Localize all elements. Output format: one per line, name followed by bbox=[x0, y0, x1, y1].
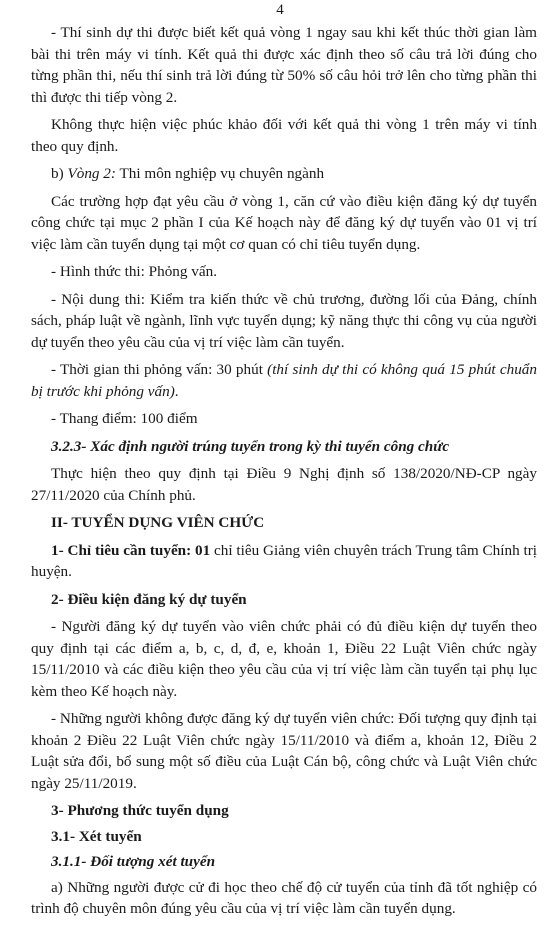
section-heading-ii: II- TUYỂN DỤNG VIÊN CHỨC bbox=[51, 514, 265, 531]
vong2-rest: Thi môn nghiệp vụ chuyên ngành bbox=[115, 165, 325, 182]
paragraph-registration-conditions: - Người đăng ký dự tuyển vào viên chức phải có đủ điều kiện dự tuyển theo quy định tại các điểm a, b, c, d, đ, e, khoản 1, Điều 22 Luật Viên chức ngày 15/11/2010 và các điều kiện theo yêu cầu của vị trí việc làm cần tuyển tại phụ lục kèm theo Kế hoạch này. bbox=[31, 618, 537, 700]
section-heading-3-1-1: 3.1.1- Đối tượng xét tuyển bbox=[51, 853, 216, 870]
vong2-prefix: b) bbox=[51, 165, 68, 182]
paragraph-vong2-eligibility: Các trường hợp đạt yêu cầu ở vòng 1, căn cứ vào điều kiện đăng ký dự tuyển công chức tại mục 2 phần I của Kế hoạch này để đăng ký dự tuyển vào 01 vị trí việc làm cần tuyển dụng tại một cơ quan có chỉ tiêu tuyển dụng. bbox=[31, 192, 537, 253]
section-heading-2: 2- Điều kiện đăng ký dự tuyển bbox=[51, 590, 247, 608]
section-heading-3-1: 3.1- Xét tuyển bbox=[51, 827, 142, 845]
duration-rest: . bbox=[174, 382, 179, 400]
paragraph-exam-duration bbox=[31, 359, 537, 402]
quota-rest: chỉ tiêu Giảng viên chuyên trách Trung tâm Chính trị huyện. bbox=[31, 541, 537, 580]
paragraph-decree-reference: Thực hiện theo quy định tại Điều 9 Nghị định số 138/2020/NĐ-CP ngày 27/11/2020 của Chính phủ. bbox=[31, 465, 537, 504]
paragraph-vong1-result: - Thí sinh dự thi được biết kết quả vòng 1 ngay sau khi kết thúc thời gian làm bài thi trên máy vi tính. Kết quả thi được xác định theo số câu trả lời đúng cho từng phần thi, nếu thí sinh trả lời đúng từ 50% số câu hỏi trở lên cho từng phần thi thì được thi tiếp vòng 2. bbox=[31, 24, 537, 106]
duration-note: (thí sinh dự thi có không quá 15 phút chuẩn bị trước khi phỏng vấn) bbox=[31, 361, 537, 400]
paragraph-ineligible: - Những người không được đăng ký dự tuyển viên chức: Đối tượng quy định tại khoản 2 Điều 22 Luật Viên chức ngày 15/11/2010 và điểm a, khoản 12, Điều 2 Luật sửa đổi, bổ sung một số điều của Luật Cán bộ, công chức và Luật Viên chức ngày 25/11/2019. bbox=[31, 710, 537, 792]
paragraph-no-review: Không thực hiện việc phúc khảo đối với kết quả thi vòng 1 trên máy vi tính theo quy định. bbox=[31, 116, 537, 155]
document-body bbox=[31, 22, 537, 926]
quota-label: 1- Chỉ tiêu cần tuyển: 01 bbox=[51, 541, 211, 559]
vong2-label: Vòng 2: bbox=[67, 165, 116, 182]
paragraph-score-scale: - Thang điểm: 100 điểm bbox=[51, 410, 198, 427]
section-heading-3: 3- Phương thức tuyển dụng bbox=[51, 802, 229, 819]
paragraph-quota bbox=[31, 540, 537, 583]
section-heading-3-2-3: 3.2.3- Xác định người trúng tuyển trong kỳ thi tuyển công chức bbox=[51, 437, 450, 455]
paragraph-exam-content: - Nội dung thi: Kiểm tra kiến thức về chủ trương, đường lối của Đảng, chính sách, pháp luật về ngành, lĩnh vực tuyển dụng; kỹ năng thực thi công vụ của người dự tuyển theo yêu cầu của vị trí việc làm cần tuyển. bbox=[31, 290, 537, 351]
duration-prefix: - Thời gian thi phỏng vấn: 30 phút bbox=[51, 361, 268, 378]
paragraph-vong2-heading bbox=[31, 163, 537, 185]
page-number: 4 bbox=[276, 2, 284, 18]
paragraph-selection-target: a) Những người được cử đi học theo chế độ cử tuyển của tỉnh đã tốt nghiệp có trình độ chuyên môn đúng yêu cầu của vị trí việc làm cần tuyển dụng. bbox=[31, 878, 537, 917]
paragraph-exam-format: - Hình thức thi: Phỏng vấn. bbox=[51, 263, 218, 280]
